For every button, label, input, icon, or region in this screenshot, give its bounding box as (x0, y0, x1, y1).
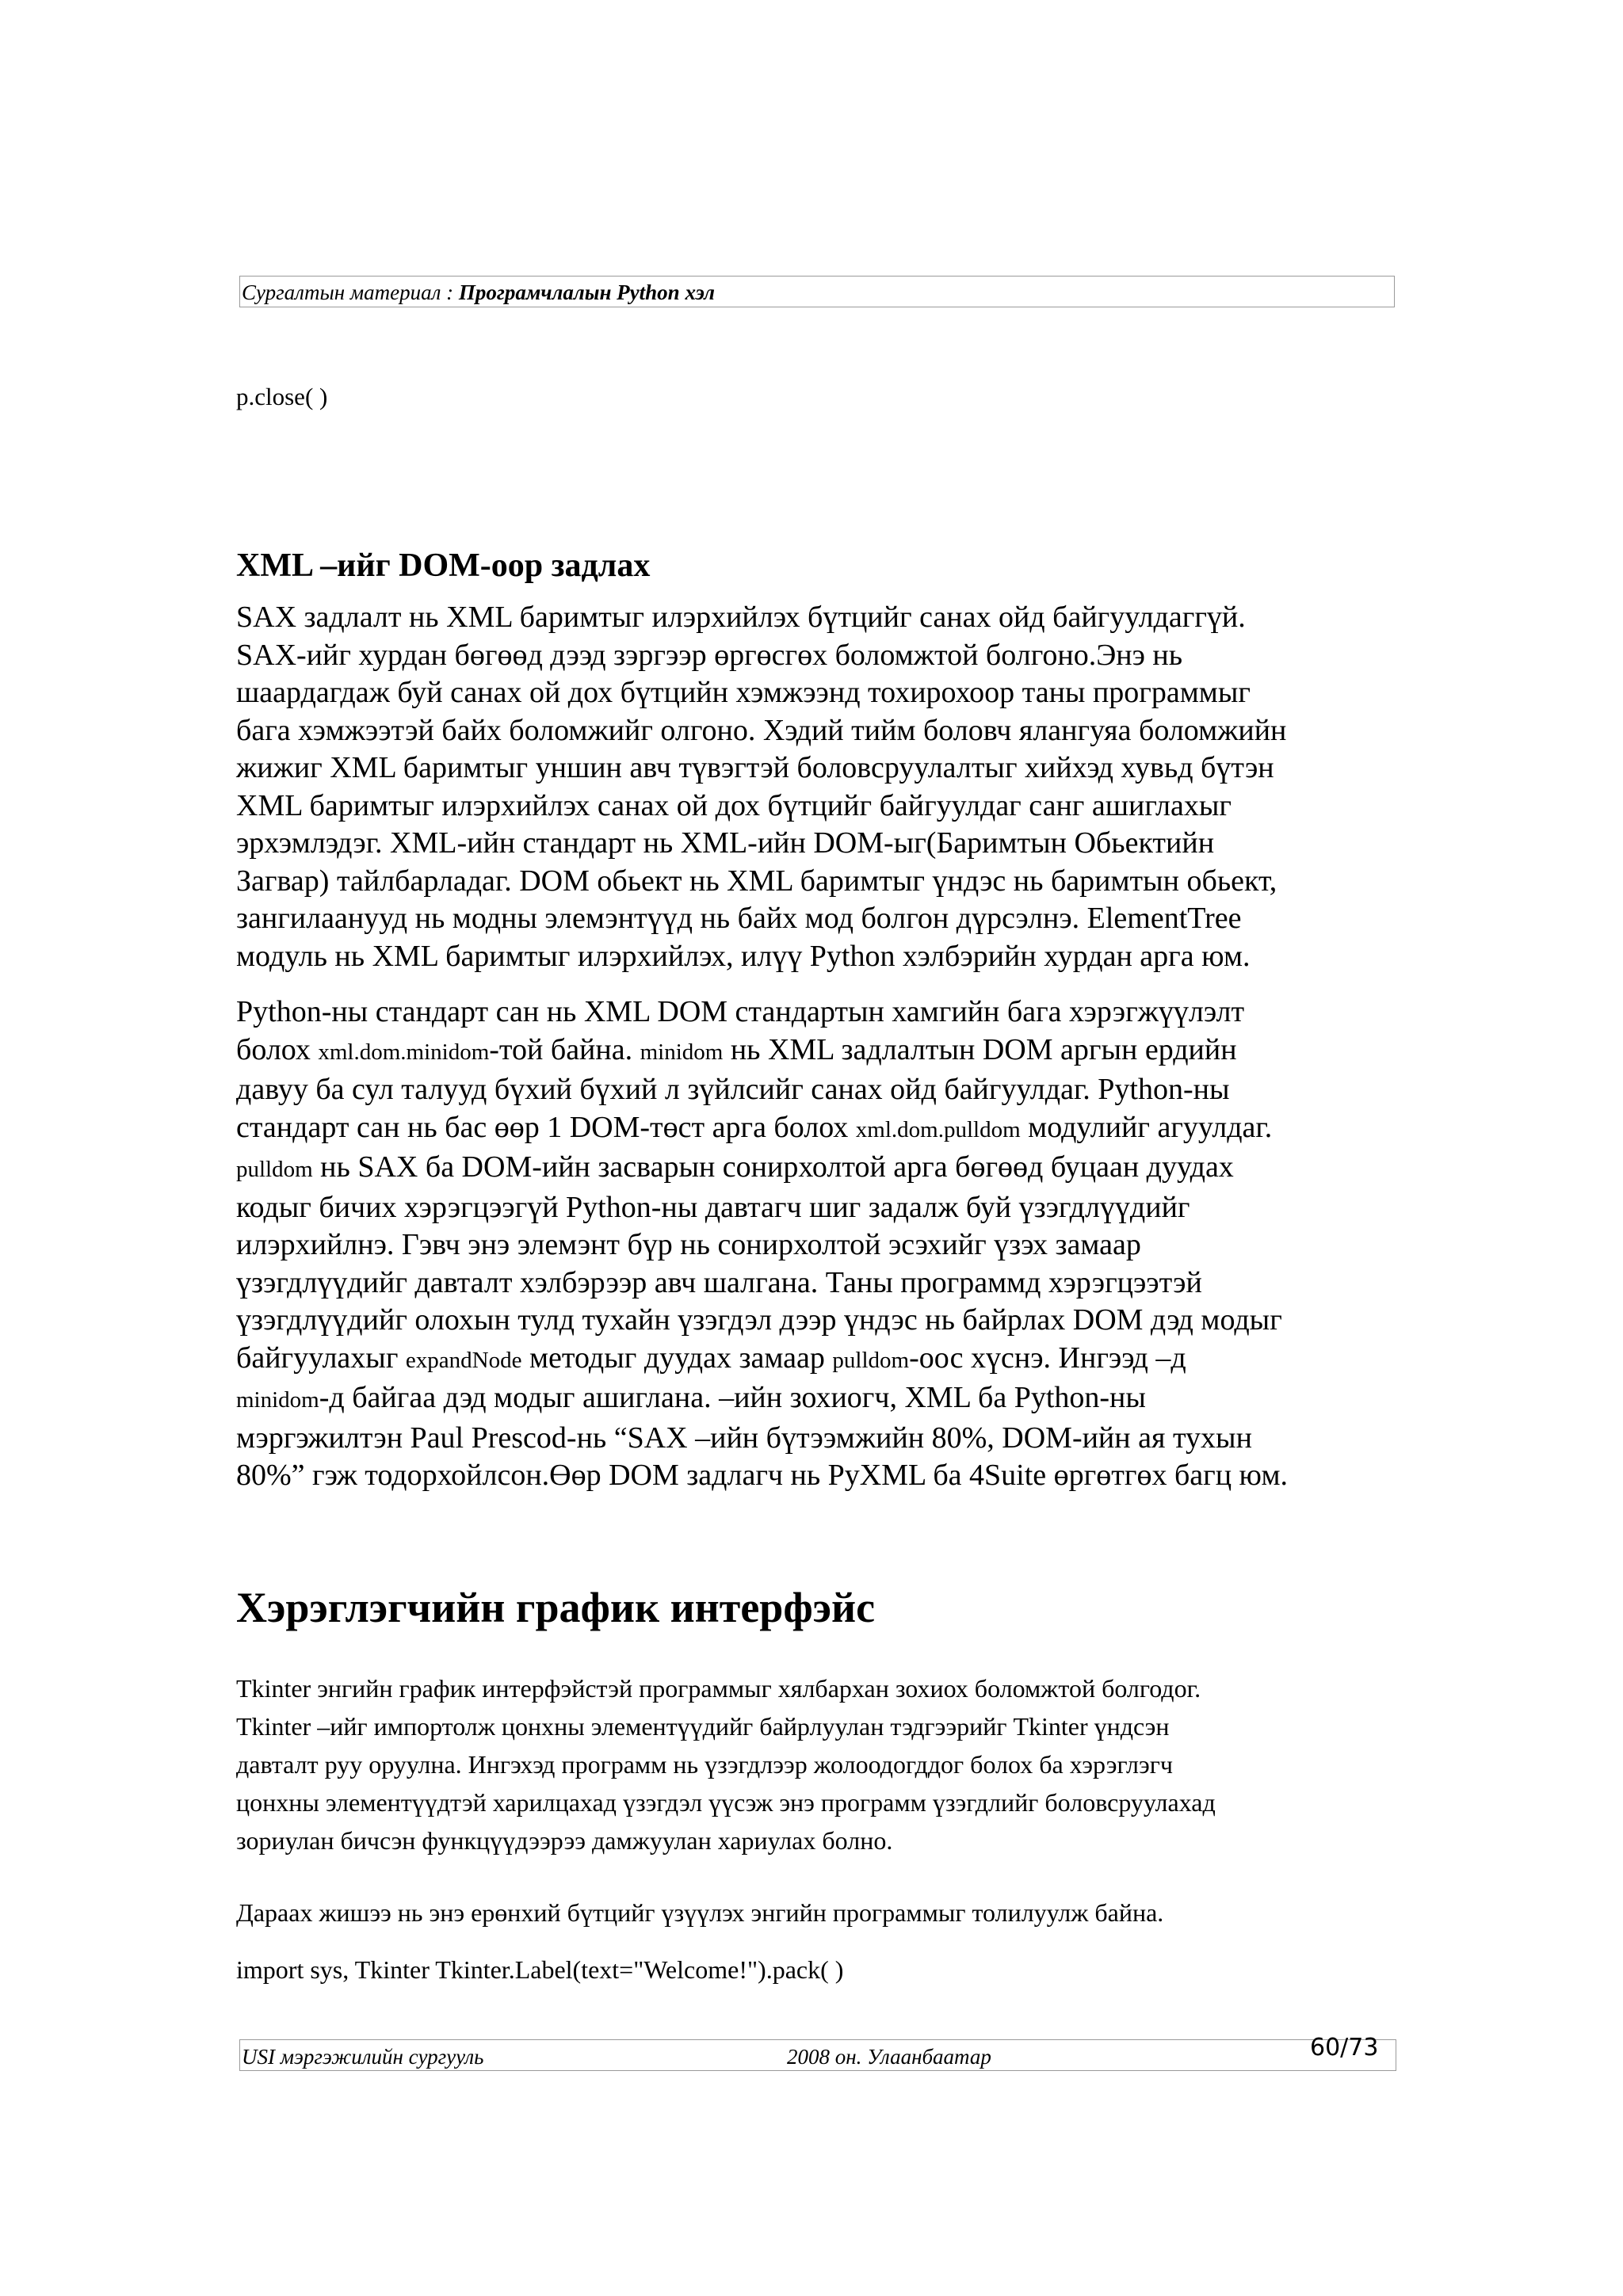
text-line: кодыг бичих хэрэгцээгүй Python-ны давтагч шиг задалж буй үзэгдлүүдийг (236, 1190, 1190, 1224)
text-line: SAX-ийг хурдан бөгөөд дээд зэргээр өргөсгөх боломжтой болгоно.Энэ нь (236, 638, 1183, 672)
text-run: методыг дуудах замаар (521, 1341, 833, 1375)
text-line: давуу ба сул талууд бүхий бүхий л зүйлсийг санах ойд байгуулдаг. Python-ны (236, 1073, 1230, 1106)
text-line: илэрхийлнэ. Гэвч энэ элемэнт бүр нь сонирхолтой эсэхийг үзэх замаар (236, 1228, 1141, 1261)
module-name: pulldom (832, 1347, 910, 1373)
paragraph-sax-dom (236, 599, 1401, 975)
text-line: Tkinter –ийг импортолж цонхны элементүүдийг байрлуулан тэдгээрийг Tkinter үндсэн (236, 1712, 1170, 1741)
footer-school: USI мэргэжилийн сургууль (242, 2045, 484, 2069)
section-heading-xml-dom: XML –ийг DOM-оор задлах (236, 547, 651, 584)
text-line: бага хэмжээтэй байх боломжийг олгоно. Хэдий тийм боловч ялангуяа боломжийн (236, 713, 1287, 747)
text-line (236, 1340, 1401, 1380)
text-line: шаардагдаж буй санах ой дох бүтцийн хэмжээнд тохирохоор таны программыг (236, 676, 1251, 709)
page-footer (239, 2034, 1396, 2071)
text-line: 80%” гэж тодорхойлсон.Өөр DOM задлагч нь PyXML ба 4Suite өргөтгөх багц юм. (236, 1459, 1288, 1492)
header-course-title: Програмчлалын Python хэл (458, 280, 715, 304)
text-run: -оос хүснэ. Ингээд –д (909, 1341, 1186, 1375)
module-name: pulldom (236, 1157, 313, 1182)
text-line: модуль нь XML баримтыг илэрхийлэх, илүү Python хэлбэрийн хурдан арга юм. (236, 939, 1251, 973)
text-line: зориулан бичсэн функцүүдээрээ дамжуулан хариулах болно. (236, 1826, 893, 1855)
text-run: нь SAX ба DOM-ийн засварын сонирхолтой арга бөгөөд буцаан дуудах (312, 1150, 1234, 1184)
text-line (236, 1109, 1401, 1150)
text-line (236, 1149, 1401, 1189)
text-line (236, 1379, 1401, 1420)
text-line: эрхэмлэдэг. XML-ийн стандарт нь XML-ийн DOM-ыг(Баримтын Обьектийн (236, 826, 1215, 860)
module-name: minidom (236, 1387, 319, 1413)
page-header (239, 276, 1395, 307)
text-run: нь XML задлалтын DOM аргын ердийн (723, 1032, 1237, 1066)
text-line: Tkinter энгийн график интерфэйстэй программыг хялбархан зохиох боломжтой болгодог. (236, 1674, 1201, 1703)
text-line: жижиг XML баримтыг уншин авч түвэгтэй боловсруулалтыг хийхэд хувьд бүтэн (236, 751, 1274, 784)
text-line: давталт руу оруулна. Ингэхэд программ нь үзэгдлээр жолоодогддог болох ба хэрэглэгч (236, 1750, 1173, 1779)
module-name: minidom (640, 1039, 724, 1065)
paragraph-tkinter (236, 1669, 1401, 1859)
header-label: Сургалтын материал : (242, 280, 459, 304)
code-snippet-tkinter: import sys, Tkinter Tkinter.Label(text="Welcome!").pack( ) (236, 1955, 844, 1984)
text-line: зангилаанууд нь модны элемэнтүүд нь байх мод болгон дүрсэлнэ. ElementTree (236, 902, 1242, 935)
module-name: xml.dom.minidom (318, 1039, 490, 1065)
text-run: стандарт сан нь бас өөр 1 DOM-төст арга болох (236, 1110, 856, 1144)
text-line: үзэгдлүүдийг олохын тулд тухайн үзэгдэл дээр үндэс нь байрлах DOM дэд модыг (236, 1303, 1282, 1337)
paragraph-minidom-pulldom (236, 994, 1401, 1495)
page-number: 60/73 (1310, 2034, 1379, 2061)
module-name: xml.dom.pulldom (855, 1116, 1021, 1142)
text-line: Python-ны стандарт сан нь XML DOM стандартын хамгийн бага хэрэгжүүлэлт (236, 995, 1245, 1028)
text-line: SAX задлалт нь XML баримтыг илэрхийлэх бүтцийг санах ойд байгуулдаггүй. (236, 601, 1246, 634)
paragraph-example-intro: Дараах жишээ нь энэ ерөнхий бүтцийг үзүүлэх энгийн программыг толилуулж байна. (236, 1898, 1164, 1927)
footer-place-date: 2008 он. Улаанбаатар (787, 2045, 991, 2069)
text-line: цонхны элементүүдтэй харилцахад үзэгдэл үүсэж энэ программ үзэгдлийг боловсруулахад (236, 1788, 1216, 1817)
text-run: байгуулахыг (236, 1341, 406, 1375)
text-run: -той байна. (489, 1032, 640, 1066)
text-line (236, 1032, 1401, 1072)
section-heading-gui: Хэрэглэгчийн график интерфэйс (236, 1584, 876, 1631)
method-name: expandNode (405, 1347, 522, 1373)
text-line: мэргэжилтэн Paul Prescod-нь “SAX –ийн бүтээмжийн 80%, DOM-ийн ая тухын (236, 1421, 1252, 1455)
text-line: үзэгдлүүдийг давталт хэлбэрээр авч шалгана. Таны программд хэрэгцээтэй (236, 1265, 1202, 1299)
text-run: -д байгаа дэд модыг ашиглана. –ийн зохиогч, XML ба Python-ны (319, 1381, 1146, 1414)
code-snippet-close: p.close( ) (236, 383, 328, 410)
text-line: XML баримтыг илэрхийлэх санах ой дох бүтцийг байгуулдаг санг ашиглахыг (236, 788, 1232, 822)
text-run: модулийг агуулдаг. (1020, 1110, 1273, 1144)
text-line: Загвар) тайлбарладаг. DOM обьект нь XML баримтыг үндэс нь баримтын обьект, (236, 864, 1277, 898)
text-run: болох (236, 1032, 319, 1066)
